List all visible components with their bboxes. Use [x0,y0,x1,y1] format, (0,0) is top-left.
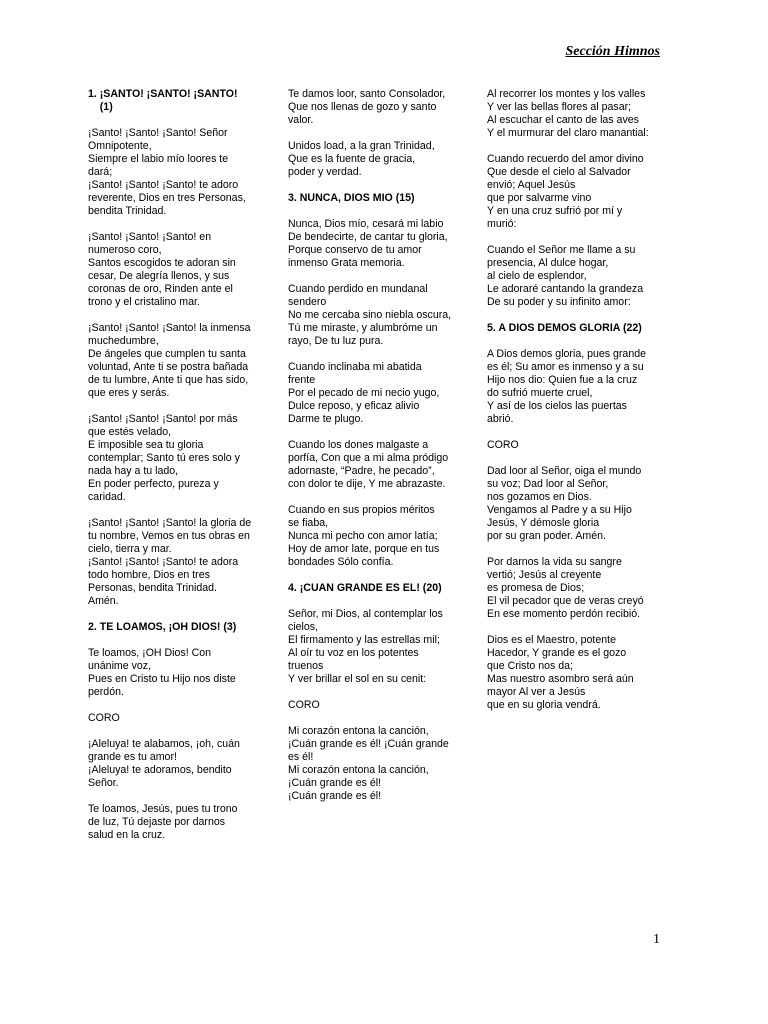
verse-line: Nunca mi pecho con amor latía; [288,530,438,542]
verse-line: cesar, De alegría llenos, y sus [88,270,230,282]
verse-line: Cuando los dones malgaste a [288,439,429,451]
verse-line: caridad. [88,491,126,503]
section-header: Sección Himnos [565,44,660,59]
verse-line: frente [288,374,316,386]
verse-line: rayo, De tu luz pura. [288,335,384,347]
verse-line: trono y el cristalino mar. [88,296,200,308]
verse-line: Santos escogidos te adoran sin [88,257,236,269]
verse-line: que Cristo nos da; [487,660,573,672]
verse-line: ¡Santo! ¡Santo! ¡Santo! en [88,231,212,243]
verse-line: Porque conservo de tu amor [288,244,422,256]
verse-line: es él; Su amor es inmenso y a su [487,361,644,373]
verse [288,504,468,569]
verse-line: muchedumbre, [88,335,159,347]
verse-line: poder y verdad. [288,166,362,178]
verse [88,738,268,790]
chorus-label [288,699,468,712]
verse-line: adornaste, “Padre, he pecado”, [288,465,435,477]
verse-line: ¡Cuán grande es él! ¡Cuán grande [288,738,449,750]
verse-line: se fiaba, [288,517,329,529]
verse-line: Y en una cruz sufrió por mí y [487,205,623,217]
verse-line: Señor. [88,777,119,789]
verse-line: Que es la fuente de gracia, [288,153,416,165]
verse-line: es promesa de Dios; [487,582,585,594]
verse [487,634,669,712]
column-3 [487,88,669,725]
verse-line: reverente, Dios en tres Personas, [88,192,246,204]
verse-line: En ese momento perdón recibió. [487,608,641,620]
verse-line: de tu lumbre, Ante ti que has sido, [88,374,249,386]
verse-line: envió; Aquel Jesús [487,179,576,191]
verse-line: Dios es el Maestro, potente [487,634,616,646]
verse-line: Cuando en sus propios méritos [288,504,435,516]
verse-line: Vengamos al Padre y a su Hijo [487,504,632,516]
verse-line: cielos, [288,621,319,633]
verse-line: Te loamos, ¡OH Dios! Con [88,647,212,659]
verse-line: Darme te plugo. [288,413,364,425]
verse [288,439,468,491]
verse-line: Al recorrer los montes y los valles [487,88,646,100]
verse-line: ¡Aleluya! te alabamos, ¡oh, cuán [88,738,240,750]
verse-line: ¡Cuán grande es él! [288,777,382,789]
verse-line: En poder perfecto, pureza y [88,478,219,490]
chorus-label [487,439,669,452]
verse-line: CORO [487,439,519,451]
verse-line: Cuando el Señor me llame a su [487,244,636,256]
verse-line: es él! [288,751,314,763]
verse-line: ¡Santo! ¡Santo! ¡Santo! por más [88,413,238,425]
verse-line: Unidos load, a la gran Trinidad, [288,140,435,152]
verse-line: Hoy de amor late, porque en tus [288,543,440,555]
verse-line: mayor Al ver a Jesús [487,686,586,698]
verse-line: ¡Aleluya! te adoramos, bendito [88,764,232,776]
verse-line: El vil pecador que de veras creyó [487,595,644,607]
verse-line: murió: [487,218,517,230]
verse-line: ¡Santo! ¡Santo! ¡Santo! te adora [88,556,239,568]
verse-line: bendita Trinidad. [88,205,167,217]
verse-line: CORO [288,699,320,711]
verse-line: Mi corazón entona la canción, [288,725,429,737]
verse-line: con dolor te dije, Y me abrazaste. [288,478,446,490]
verse-line: Nunca, Dios mío, cesará mi labio [288,218,444,230]
verse-line: No me cercaba sino niebla oscura, [288,309,452,321]
verse-line: que por salvarme vino [487,192,592,204]
verse [288,283,468,348]
verse-line: Hijo nos dio: Quien fue a la cruz [487,374,638,386]
verse-line: Siempre el labio mío loores te [88,153,229,165]
verse-line: coronas de oro, Rinden ante el [88,283,233,295]
verse-line: Omnipotente, [88,140,152,152]
verse-line: Mas nuestro asombro será aún [487,673,634,685]
column-1 [88,88,268,855]
verse-line: ¡Santo! ¡Santo! ¡Santo! Señor [88,127,228,139]
verse [288,218,468,270]
verse-line: dará; [88,166,113,178]
verse-line: ¡Santo! ¡Santo! ¡Santo! te adoro [88,179,239,191]
hymn-title: 2. TE LOAMOS, ¡OH DIOS! (3) [88,621,237,633]
verse-line: sendero [288,296,327,308]
verse-line: todo hombre, Dios en tres [88,569,210,581]
verse-line: inmenso Grata memoria. [288,257,405,269]
verse-line: perdón. [88,686,124,698]
verse-line: al cielo de esplendor, [487,270,587,282]
verse-line: Al oír tu voz en los potentes [288,647,419,659]
verse [487,88,669,140]
verse [88,127,268,218]
verse-line: que estés velado, [88,426,172,438]
verse-line: Te loamos, Jesús, pues tu trono [88,803,238,815]
verse-line: ¡Cuán grande es él! [288,790,382,802]
verse-line: contemplar; Santo tú eres solo y [88,452,240,464]
verse [487,348,669,426]
verse-line: su voz; Dad loor al Señor, [487,478,609,490]
verse [288,140,468,179]
verse-line: do sufrió muerte cruel, [487,387,593,399]
verse-line: De bendecirte, de cantar tu gloria, [288,231,448,243]
verse-line: Cuando perdido en mundanal [288,283,428,295]
verse-line: salud en la cruz. [88,829,166,841]
verse [88,517,268,608]
verse [288,361,468,426]
verse-line: De ángeles que cumplen tu santa [88,348,246,360]
verse-line: Tú me miraste, y alumbróme un [288,322,438,334]
verse [487,153,669,231]
verse-line: Cuando recuerdo del amor divino [487,153,644,165]
verse-line: De su poder y su infinito amor: [487,296,631,308]
verse-line: numeroso coro, [88,244,162,256]
page-number: 1 [653,932,660,947]
verse [288,725,468,803]
verse-line: Dad loor al Señor, oiga el mundo [487,465,642,477]
chorus-label [88,712,268,725]
verse-line: Que nos llenas de gozo y santo [288,101,437,113]
column-2 [288,88,468,816]
verse-line: E imposible sea tu gloria [88,439,204,451]
verse-line: voluntad, Ante ti se postra bañada [88,361,249,373]
verse-line: Y el murmurar del claro manantial: [487,127,649,139]
verse-line: vertió; Jesús al creyente [487,569,602,581]
verse [487,556,669,621]
verse [88,647,268,699]
verse-line: cielo, tierra y mar. [88,543,172,555]
verse-line: ¡Santo! ¡Santo! ¡Santo! la inmensa [88,322,251,334]
verse-line: de luz, Tú dejaste por darnos [88,816,226,828]
verse-line: grande es tu amor! [88,751,177,763]
verse-line: Amén. [88,595,119,607]
verse-line: ¡Santo! ¡Santo! ¡Santo! la gloria de [88,517,252,529]
verse-line: Le adoraré cantando la grandeza [487,283,644,295]
verse-line: truenos [288,660,324,672]
verse [88,231,268,309]
hymn-title: 1. ¡SANTO! ¡SANTO! ¡SANTO! (1) [88,88,238,113]
verse-line: Por el pecado de mi necio yugo, [288,387,440,399]
verse-line: A Dios demos gloria, pues grande [487,348,646,360]
verse [88,322,268,400]
verse-line: nos gozamos en Dios. [487,491,592,503]
verse-line: que en su gloria vendrá. [487,699,601,711]
verse-line: Que desde el cielo al Salvador [487,166,631,178]
verse [88,803,268,842]
verse-line: Señor, mi Dios, al contemplar los [288,608,443,620]
verse-line: bondades Sólo confía. [288,556,394,568]
verse-line: nada hay a tu lado, [88,465,179,477]
verse-line: Jesús, Y démosle gloria [487,517,600,529]
verse-line: tu nombre, Vemos en tus obras en [88,530,250,542]
verse-line: Y ver brillar el sol en su cenit: [288,673,427,685]
verse-line: Por darnos la vida su sangre [487,556,622,568]
verse-line: Pues en Cristo tu Hijo nos diste [88,673,236,685]
hymn-title: 4. ¡CUAN GRANDE ES EL! (20) [288,582,442,594]
verse-line: Al escuchar el canto de las aves [487,114,639,126]
hymn-title: 3. NUNCA, DIOS MIO (15) [288,192,415,204]
verse-line: Mi corazón entona la canción, [288,764,429,776]
verse-line: abrió. [487,413,514,425]
verse-line: El firmamento y las estrellas mil; [288,634,440,646]
verse-line: CORO [88,712,120,724]
verse-line: que eres y serás. [88,387,170,399]
verse-line: presencia, Al dulce hogar, [487,257,609,269]
verse-line: por su gran poder. Amén. [487,530,606,542]
verse-line: Personas, bendita Trinidad. [88,582,217,594]
verse-line: unánime voz, [88,660,152,672]
verse [288,608,468,686]
verse [88,413,268,504]
verse-line: Y ver las bellas flores al pasar; [487,101,632,113]
verse-line: Y así de los cielos las puertas [487,400,627,412]
verse [288,88,468,127]
verse [487,465,669,543]
verse-line: Te damos loor, santo Consolador, [288,88,446,100]
verse-line: Hacedor, Y grande es el gozo [487,647,627,659]
verse-line: Dulce reposo, y eficaz alivio [288,400,420,412]
verse [487,244,669,309]
verse-line: Cuando inclinaba mi abatida [288,361,422,373]
verse-line: valor. [288,114,314,126]
verse-line: porfía, Con que a mi alma pródigo [288,452,449,464]
hymn-title: 5. A DIOS DEMOS GLORIA (22) [487,322,642,334]
